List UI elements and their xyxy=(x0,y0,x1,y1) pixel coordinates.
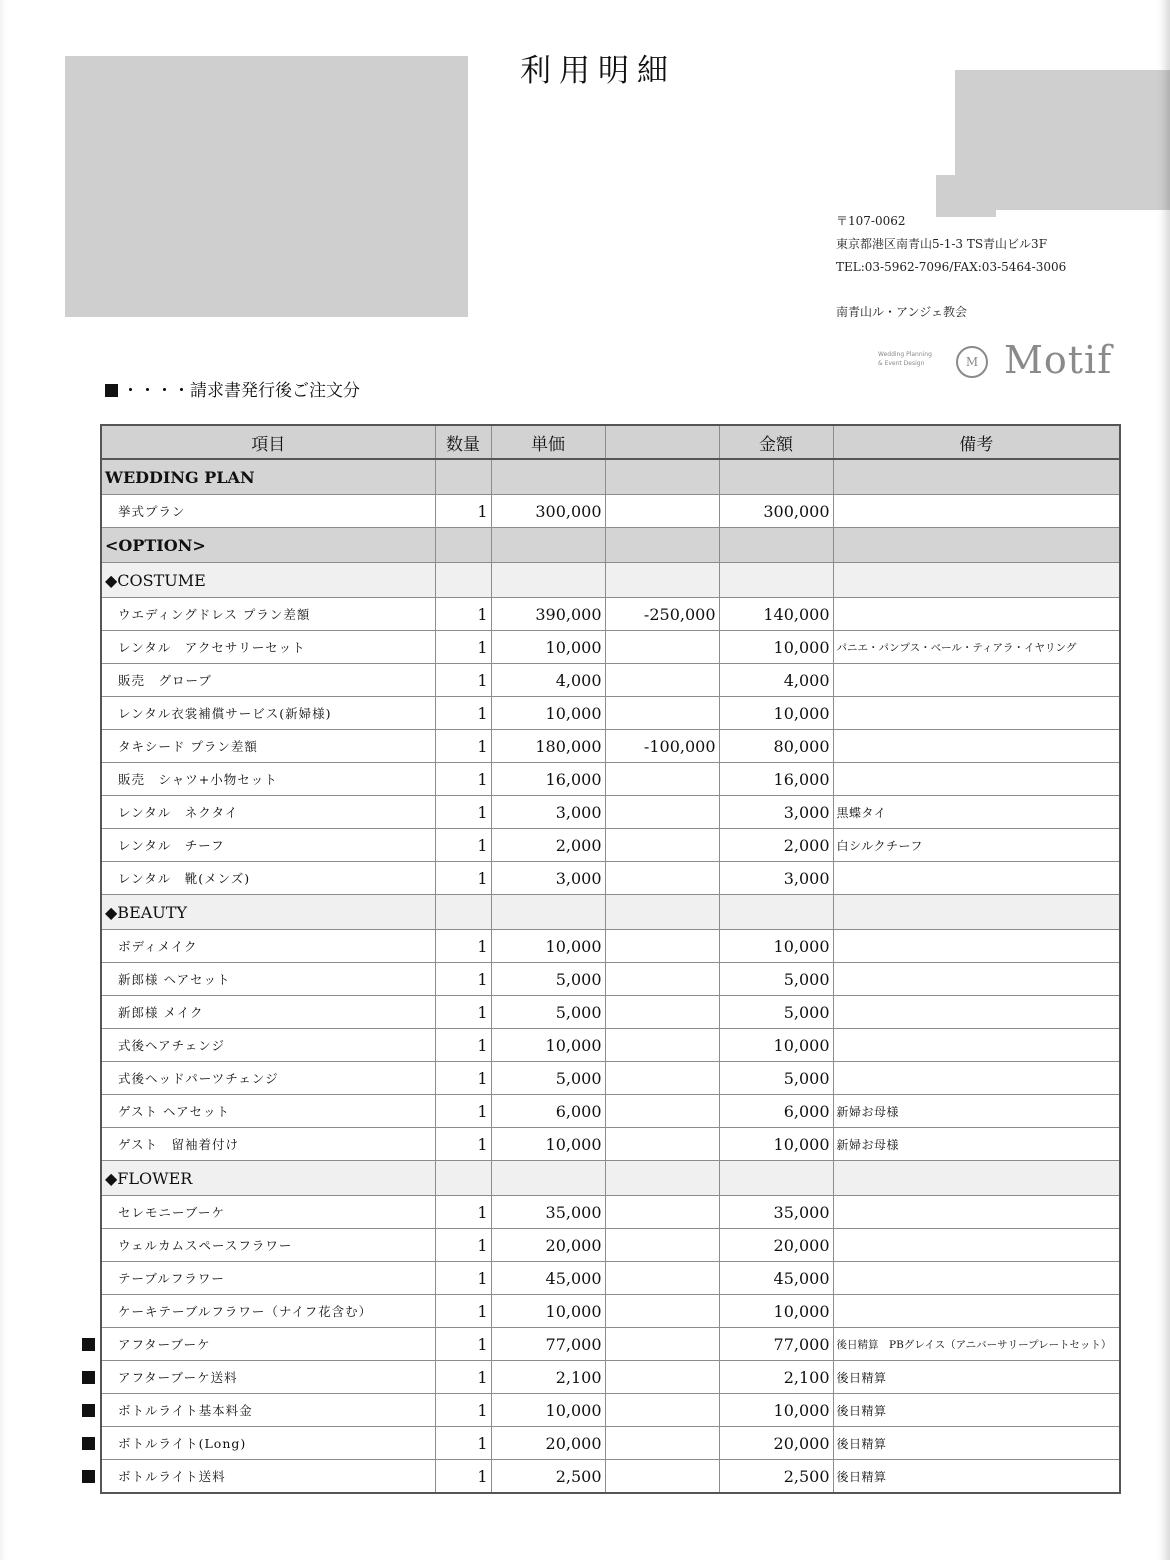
item-name: 新郎様 ヘアセット xyxy=(101,963,435,996)
category-label: ◆FLOWER xyxy=(101,1161,435,1196)
item-discount: -100,000 xyxy=(605,730,719,763)
item-discount xyxy=(605,1361,719,1394)
table-row xyxy=(101,796,1120,829)
item-unit-price: 6,000 xyxy=(491,1095,605,1128)
empty-cell xyxy=(833,459,1120,495)
item-name: アフターブーケ xyxy=(101,1328,435,1361)
table-row xyxy=(101,1361,1120,1394)
item-name: セレモニーブーケ xyxy=(101,1196,435,1229)
item-unit-price: 10,000 xyxy=(491,697,605,730)
item-amount: 4,000 xyxy=(719,664,833,697)
item-name: ボトルライト送料 xyxy=(101,1460,435,1494)
item-discount xyxy=(605,1128,719,1161)
item-unit-price: 10,000 xyxy=(491,1029,605,1062)
item-qty: 1 xyxy=(435,1262,491,1295)
item-amount: 5,000 xyxy=(719,996,833,1029)
empty-cell xyxy=(605,459,719,495)
table-row xyxy=(101,862,1120,895)
item-qty: 1 xyxy=(435,1394,491,1427)
item-qty: 1 xyxy=(435,598,491,631)
header-discount xyxy=(605,425,719,459)
item-qty: 1 xyxy=(435,1196,491,1229)
item-unit-price: 10,000 xyxy=(491,1128,605,1161)
item-note xyxy=(833,930,1120,963)
item-name: レンタル ネクタイ xyxy=(101,796,435,829)
item-amount: 3,000 xyxy=(719,862,833,895)
table-row xyxy=(101,495,1120,528)
item-amount: 300,000 xyxy=(719,495,833,528)
item-note xyxy=(833,495,1120,528)
empty-cell xyxy=(605,895,719,930)
item-note xyxy=(833,664,1120,697)
item-amount: 80,000 xyxy=(719,730,833,763)
item-name: アフターブーケ送料 xyxy=(101,1361,435,1394)
item-discount xyxy=(605,1328,719,1361)
item-name: 式後ヘッドパーツチェンジ xyxy=(101,1062,435,1095)
item-amount: 5,000 xyxy=(719,963,833,996)
item-amount: 2,000 xyxy=(719,829,833,862)
document-title: 利用明細 xyxy=(520,53,676,89)
item-note: パニエ・パンプス・ベール・ティアラ・イヤリング xyxy=(833,631,1120,664)
empty-cell xyxy=(491,895,605,930)
item-qty: 1 xyxy=(435,996,491,1029)
item-unit-price: 5,000 xyxy=(491,996,605,1029)
item-unit-price: 3,000 xyxy=(491,862,605,895)
item-note: 後日精算 PBグレイス（アニバーサリープレートセット） xyxy=(833,1328,1120,1361)
item-amount: 16,000 xyxy=(719,763,833,796)
item-unit-price: 2,100 xyxy=(491,1361,605,1394)
item-qty: 1 xyxy=(435,1062,491,1095)
table-row xyxy=(101,963,1120,996)
black-square-icon xyxy=(82,1437,95,1450)
item-amount: 35,000 xyxy=(719,1196,833,1229)
item-discount xyxy=(605,862,719,895)
item-amount: 20,000 xyxy=(719,1229,833,1262)
item-qty: 1 xyxy=(435,495,491,528)
item-amount: 10,000 xyxy=(719,631,833,664)
empty-cell xyxy=(719,1161,833,1196)
item-qty: 1 xyxy=(435,1128,491,1161)
item-amount: 2,500 xyxy=(719,1460,833,1494)
item-name: レンタル衣裳補償サービス(新婦様) xyxy=(101,697,435,730)
item-qty: 1 xyxy=(435,1427,491,1460)
item-amount: 20,000 xyxy=(719,1427,833,1460)
item-amount: 10,000 xyxy=(719,1029,833,1062)
item-note xyxy=(833,1029,1120,1062)
item-name: ゲスト ヘアセット xyxy=(101,1095,435,1128)
item-discount xyxy=(605,930,719,963)
empty-cell xyxy=(605,563,719,598)
table-row xyxy=(101,1062,1120,1095)
item-qty: 1 xyxy=(435,862,491,895)
item-name: タキシード プラン差額 xyxy=(101,730,435,763)
item-name: ゲスト 留袖着付け xyxy=(101,1128,435,1161)
item-note: 後日精算 xyxy=(833,1394,1120,1427)
item-name: レンタル 靴(メンズ) xyxy=(101,862,435,895)
table-row xyxy=(101,1229,1120,1262)
item-unit-price: 300,000 xyxy=(491,495,605,528)
item-discount xyxy=(605,1062,719,1095)
item-qty: 1 xyxy=(435,1295,491,1328)
empty-cell xyxy=(719,528,833,563)
table-row xyxy=(101,1095,1120,1128)
motif-logo xyxy=(878,340,1118,386)
table-row xyxy=(101,664,1120,697)
empty-cell xyxy=(491,1161,605,1196)
item-discount xyxy=(605,763,719,796)
item-discount xyxy=(605,631,719,664)
category-label: ◆COSTUME xyxy=(101,563,435,598)
item-discount xyxy=(605,1262,719,1295)
logo-wordmark: Motif xyxy=(1004,338,1113,382)
section-band-row xyxy=(101,459,1120,495)
item-unit-price: 10,000 xyxy=(491,1394,605,1427)
item-name: ウエディングドレス プラン差額 xyxy=(101,598,435,631)
item-note xyxy=(833,1262,1120,1295)
item-qty: 1 xyxy=(435,631,491,664)
item-discount xyxy=(605,495,719,528)
item-qty: 1 xyxy=(435,963,491,996)
item-amount: 77,000 xyxy=(719,1328,833,1361)
table-row xyxy=(101,730,1120,763)
table-row xyxy=(101,996,1120,1029)
header-unit-price: 単価 xyxy=(491,425,605,459)
table-row xyxy=(101,1262,1120,1295)
empty-cell xyxy=(491,459,605,495)
item-name: 挙式プラン xyxy=(101,495,435,528)
item-name: ボトルライト(Long) xyxy=(101,1427,435,1460)
item-discount xyxy=(605,1427,719,1460)
item-amount: 5,000 xyxy=(719,1062,833,1095)
item-unit-price: 2,000 xyxy=(491,829,605,862)
item-qty: 1 xyxy=(435,1229,491,1262)
empty-cell xyxy=(435,1161,491,1196)
item-unit-price: 45,000 xyxy=(491,1262,605,1295)
item-name: レンタル アクセサリーセット xyxy=(101,631,435,664)
item-qty: 1 xyxy=(435,730,491,763)
item-name: 販売 グローブ xyxy=(101,664,435,697)
item-qty: 1 xyxy=(435,697,491,730)
item-qty: 1 xyxy=(435,1460,491,1494)
item-note xyxy=(833,763,1120,796)
item-qty: 1 xyxy=(435,796,491,829)
table-row xyxy=(101,1029,1120,1062)
item-note: 新婦お母様 xyxy=(833,1128,1120,1161)
item-qty: 1 xyxy=(435,1361,491,1394)
item-note xyxy=(833,730,1120,763)
item-qty: 1 xyxy=(435,763,491,796)
item-amount: 10,000 xyxy=(719,1295,833,1328)
item-qty: 1 xyxy=(435,1029,491,1062)
section-note: ・・・・請求書発行後ご注文分 xyxy=(105,376,360,401)
table-row xyxy=(101,1128,1120,1161)
item-name: ボディメイク xyxy=(101,930,435,963)
item-name: 新郎様 メイク xyxy=(101,996,435,1029)
item-note xyxy=(833,862,1120,895)
table-row xyxy=(101,631,1120,664)
item-qty: 1 xyxy=(435,664,491,697)
empty-cell xyxy=(719,459,833,495)
black-square-icon xyxy=(82,1338,95,1351)
category-row xyxy=(101,563,1120,598)
item-note: 後日精算 xyxy=(833,1427,1120,1460)
black-square-icon xyxy=(105,384,118,397)
item-qty: 1 xyxy=(435,930,491,963)
item-amount: 3,000 xyxy=(719,796,833,829)
section-label: WEDDING PLAN xyxy=(101,459,435,495)
header-item: 項目 xyxy=(101,425,435,459)
empty-cell xyxy=(435,528,491,563)
item-discount xyxy=(605,697,719,730)
issuer-address-block xyxy=(836,210,1066,324)
item-amount: 10,000 xyxy=(719,930,833,963)
item-amount: 10,000 xyxy=(719,1394,833,1427)
category-label: ◆BEAUTY xyxy=(101,895,435,930)
black-square-icon xyxy=(82,1371,95,1384)
item-discount xyxy=(605,796,719,829)
item-discount xyxy=(605,1394,719,1427)
item-note xyxy=(833,996,1120,1029)
empty-cell xyxy=(435,563,491,598)
header-qty: 数量 xyxy=(435,425,491,459)
empty-cell xyxy=(833,563,1120,598)
empty-cell xyxy=(435,459,491,495)
section-band-row xyxy=(101,528,1120,563)
item-amount: 140,000 xyxy=(719,598,833,631)
item-unit-price: 4,000 xyxy=(491,664,605,697)
item-unit-price: 5,000 xyxy=(491,1062,605,1095)
item-amount: 45,000 xyxy=(719,1262,833,1295)
table-row xyxy=(101,1427,1120,1460)
item-unit-price: 20,000 xyxy=(491,1229,605,1262)
item-discount: -250,000 xyxy=(605,598,719,631)
table-row xyxy=(101,1460,1120,1494)
invoice-table xyxy=(100,424,1121,1494)
item-name: 式後ヘアチェンジ xyxy=(101,1029,435,1062)
item-discount xyxy=(605,1295,719,1328)
item-note xyxy=(833,1295,1120,1328)
table-row xyxy=(101,829,1120,862)
item-discount xyxy=(605,664,719,697)
item-unit-price: 180,000 xyxy=(491,730,605,763)
item-unit-price: 2,500 xyxy=(491,1460,605,1494)
empty-cell xyxy=(435,895,491,930)
item-name: ケーキテーブルフラワー（ナイフ花含む） xyxy=(101,1295,435,1328)
item-discount xyxy=(605,1196,719,1229)
item-qty: 1 xyxy=(435,1095,491,1128)
empty-cell xyxy=(605,1161,719,1196)
empty-cell xyxy=(833,528,1120,563)
venue-name: 南青山ル・アンジェ教会 xyxy=(836,305,967,319)
table-row xyxy=(101,1196,1120,1229)
table-row xyxy=(101,930,1120,963)
table-header-row xyxy=(101,425,1120,459)
empty-cell xyxy=(491,528,605,563)
black-square-icon xyxy=(82,1404,95,1417)
item-note xyxy=(833,598,1120,631)
item-unit-price: 10,000 xyxy=(491,1295,605,1328)
item-unit-price: 16,000 xyxy=(491,763,605,796)
item-amount: 6,000 xyxy=(719,1095,833,1128)
item-unit-price: 3,000 xyxy=(491,796,605,829)
item-discount xyxy=(605,1029,719,1062)
item-unit-price: 10,000 xyxy=(491,631,605,664)
item-note xyxy=(833,1062,1120,1095)
item-unit-price: 77,000 xyxy=(491,1328,605,1361)
empty-cell xyxy=(491,563,605,598)
item-qty: 1 xyxy=(435,1328,491,1361)
item-amount: 10,000 xyxy=(719,1128,833,1161)
item-discount xyxy=(605,829,719,862)
item-note xyxy=(833,697,1120,730)
item-unit-price: 10,000 xyxy=(491,930,605,963)
table-row xyxy=(101,1328,1120,1361)
empty-cell xyxy=(833,895,1120,930)
redacted-recipient-block xyxy=(65,56,468,317)
item-unit-price: 35,000 xyxy=(491,1196,605,1229)
item-note: 後日精算 xyxy=(833,1460,1120,1494)
item-note: 黒蝶タイ xyxy=(833,796,1120,829)
item-name: 販売 シャツ+小物セット xyxy=(101,763,435,796)
section-label: <OPTION> xyxy=(101,528,435,563)
item-amount: 10,000 xyxy=(719,697,833,730)
item-note: 新婦お母様 xyxy=(833,1095,1120,1128)
empty-cell xyxy=(719,895,833,930)
item-discount xyxy=(605,963,719,996)
item-note: 後日精算 xyxy=(833,1361,1120,1394)
tel-fax: TEL:03-5962-7096/FAX:03-5464-3006 xyxy=(836,260,1067,274)
empty-cell xyxy=(605,528,719,563)
table-row xyxy=(101,1394,1120,1427)
item-note xyxy=(833,1229,1120,1262)
item-discount xyxy=(605,1095,719,1128)
item-name: テーブルフラワー xyxy=(101,1262,435,1295)
item-unit-price: 5,000 xyxy=(491,963,605,996)
item-unit-price: 20,000 xyxy=(491,1427,605,1460)
street-address: 東京都港区南青山5-1-3 TS青山ビル3F xyxy=(836,237,1048,251)
item-unit-price: 390,000 xyxy=(491,598,605,631)
header-amount: 金額 xyxy=(719,425,833,459)
empty-cell xyxy=(719,563,833,598)
item-amount: 2,100 xyxy=(719,1361,833,1394)
item-discount xyxy=(605,1229,719,1262)
item-qty: 1 xyxy=(435,829,491,862)
category-row xyxy=(101,895,1120,930)
item-name: レンタル チーフ xyxy=(101,829,435,862)
item-note: 白シルクチーフ xyxy=(833,829,1120,862)
table-row xyxy=(101,1295,1120,1328)
table-row xyxy=(101,697,1120,730)
logo-subtitle: Wedding Planning & Event Design xyxy=(878,351,932,367)
empty-cell xyxy=(833,1161,1120,1196)
table-row xyxy=(101,598,1120,631)
item-note xyxy=(833,963,1120,996)
item-note xyxy=(833,1196,1120,1229)
black-square-icon xyxy=(82,1470,95,1483)
item-name: ボトルライト基本料金 xyxy=(101,1394,435,1427)
postal-code: 〒107-0062 xyxy=(836,214,906,228)
category-row xyxy=(101,1161,1120,1196)
item-discount xyxy=(605,996,719,1029)
item-name: ウェルカムスペースフラワー xyxy=(101,1229,435,1262)
header-remarks: 備考 xyxy=(833,425,1120,459)
table-row xyxy=(101,763,1120,796)
logo-m-circle-icon: M xyxy=(956,346,988,378)
item-discount xyxy=(605,1460,719,1494)
